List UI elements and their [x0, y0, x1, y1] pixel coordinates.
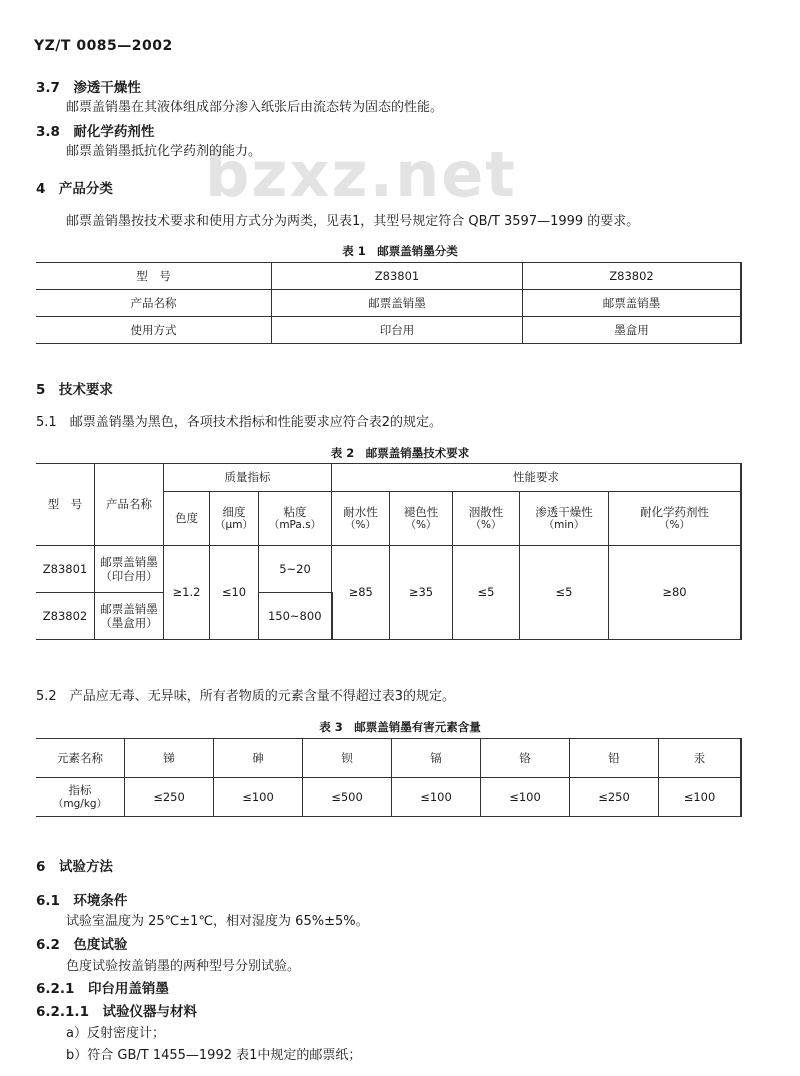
- watermark: bzxz.net: [205, 138, 517, 211]
- table-cell: ≥35: [390, 546, 453, 640]
- table-cell: ≤500: [303, 778, 392, 817]
- section-4-text: 邮票盖销墨按技术要求和使用方式分为两类，见表1，其型号规定符合 QB/T 3597—1999 的要求。: [66, 214, 640, 229]
- list-item-b: b）符合 GB/T 1455—1992 表1中规定的邮票纸；: [66, 1048, 362, 1063]
- table-cell: 指标 （mg/kg）: [36, 778, 125, 817]
- table-3: [36, 738, 742, 817]
- table-cell: 粘度 （mPa.s）: [259, 492, 332, 546]
- section-6-2-1-heading: 6.2.1 印台用盖销墨: [36, 981, 169, 997]
- table-cell: ≤100: [214, 778, 303, 817]
- table-cell: Z83802: [523, 263, 742, 290]
- table-row: [36, 739, 741, 778]
- table-group-header: 性能要求: [332, 464, 742, 492]
- table-cell: 渗透干燥性 （min）: [520, 492, 609, 546]
- table-cell: 邮票盖销墨: [523, 290, 742, 317]
- table-row: [36, 464, 741, 492]
- table-1: [36, 262, 742, 344]
- table-1-caption: 表 1 邮票盖销墨分类: [342, 244, 458, 258]
- section-3-8-heading: 3.8 耐化学药剂性: [36, 124, 155, 140]
- table-cell: ≥80: [609, 546, 742, 640]
- table-cell: 5~20: [259, 546, 332, 593]
- table-cell: 色度: [164, 492, 210, 546]
- table-cell: 墨盒用: [523, 317, 742, 344]
- table-cell: 邮票盖销墨 （印台用）: [95, 546, 164, 593]
- document-header: YZ/T 0085—2002: [34, 38, 173, 54]
- table-row: [36, 263, 741, 290]
- table-cell: ≤5: [453, 546, 520, 640]
- table-cell: 150~800: [259, 593, 332, 640]
- table-cell: 锑: [125, 739, 214, 778]
- table-cell: 钡: [303, 739, 392, 778]
- table-cell: ≤5: [520, 546, 609, 640]
- table-cell: 细度 （μm）: [210, 492, 259, 546]
- table-cell: 印台用: [272, 317, 523, 344]
- table-cell: 型 号: [47, 497, 83, 512]
- section-4-heading: 4 产品分类: [36, 181, 113, 197]
- table-cell: 镉: [392, 739, 481, 778]
- table-cell: ≤100: [481, 778, 570, 817]
- section-3-8-text: 邮票盖销墨抵抗化学药剂的能力。: [66, 144, 262, 159]
- table-group-header: 质量指标: [164, 464, 332, 492]
- table-cell: 汞: [659, 739, 742, 778]
- section-5-1-text: 5.1 邮票盖销墨为黑色，各项技术指标和性能要求应符合表2的规定。: [36, 415, 442, 430]
- table-cell: 铬: [481, 739, 570, 778]
- table-cell: 元素名称: [36, 739, 125, 778]
- table-row: [36, 778, 741, 817]
- table-2: [36, 463, 742, 640]
- table-cell: 邮票盖销墨: [272, 290, 523, 317]
- table-cell: 耐水性 （%）: [332, 492, 390, 546]
- table-cell: Z83801: [36, 546, 95, 593]
- table-cell: Z83802: [36, 593, 95, 640]
- table-cell: ≤10: [210, 546, 259, 640]
- section-6-2-text: 色度试验按盖销墨的两种型号分别试验。: [66, 959, 301, 974]
- table-cell: ≤100: [392, 778, 481, 817]
- section-6-heading: 6 试验方法: [36, 859, 113, 875]
- section-5-heading: 5 技术要求: [36, 382, 113, 398]
- section-6-2-heading: 6.2 色度试验: [36, 937, 128, 953]
- section-5-2-text: 5.2 产品应无毒、无异味，所有者物质的元素含量不得超过表3的规定。: [36, 689, 455, 704]
- table-cell: Z83801: [272, 263, 523, 290]
- table-cell: 产品名称: [106, 497, 152, 512]
- section-3-7-heading: 3.7 渗透干燥性: [36, 80, 141, 96]
- table-cell: ≤100: [659, 778, 742, 817]
- table-cell: ≤250: [570, 778, 659, 817]
- table-cell: 使用方式: [36, 317, 272, 344]
- list-item-a: a）反射密度计；: [66, 1026, 165, 1041]
- table-cell: 邮票盖销墨 （墨盒用）: [95, 593, 164, 640]
- table-cell: 铅: [570, 739, 659, 778]
- table-row: [36, 290, 741, 317]
- table-cell: 砷: [214, 739, 303, 778]
- table-row: [36, 317, 741, 344]
- section-6-2-1-1-heading: 6.2.1.1 试验仪器与材料: [36, 1004, 197, 1020]
- table-cell: ≥1.2: [164, 546, 210, 640]
- table-cell: 产品名称: [36, 290, 272, 317]
- section-6-1-heading: 6.1 环境条件: [36, 893, 128, 909]
- table-row: [36, 546, 741, 593]
- table-cell: 洇散性 （%）: [453, 492, 520, 546]
- section-6-1-text: 试验室温度为 25℃±1℃，相对湿度为 65%±5%。: [66, 914, 369, 929]
- table-cell: 型 号: [36, 263, 272, 290]
- table-cell: 褪色性 （%）: [390, 492, 453, 546]
- table-cell: ≥85: [332, 546, 390, 640]
- table-cell: ≤250: [125, 778, 214, 817]
- table-3-caption: 表 3 邮票盖销墨有害元素含量: [319, 720, 481, 734]
- table-2-caption: 表 2 邮票盖销墨技术要求: [330, 446, 470, 460]
- section-3-7-text: 邮票盖销墨在其液体组成部分渗入纸张后由流态转为固态的性能。: [66, 100, 444, 115]
- table-cell: 耐化学药剂性 （%）: [609, 492, 742, 546]
